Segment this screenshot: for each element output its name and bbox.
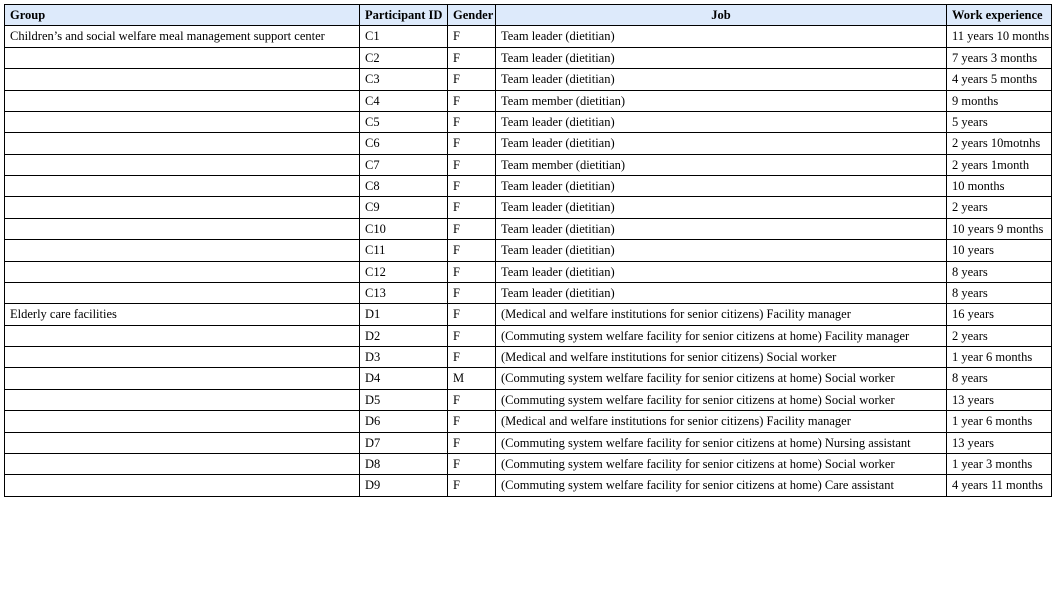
participant-id-cell: C3 <box>360 69 448 90</box>
gender-cell: F <box>448 176 496 197</box>
work-experience-cell: 5 years <box>947 111 1052 132</box>
work-experience-cell: 1 year 6 months <box>947 411 1052 432</box>
participant-id-cell: D7 <box>360 432 448 453</box>
group-label-continuation <box>5 111 360 132</box>
group-label: Children’s and social welfare meal management support center <box>5 26 360 47</box>
gender-cell: F <box>448 389 496 410</box>
job-cell: Team leader (dietitian) <box>496 111 947 132</box>
job-cell: (Medical and welfare institutions for senior citizens) Facility manager <box>496 411 947 432</box>
group-label-continuation <box>5 197 360 218</box>
gender-cell: F <box>448 304 496 325</box>
work-experience-cell: 2 years 1month <box>947 154 1052 175</box>
table-row <box>5 69 1052 90</box>
participant-id-cell: D8 <box>360 453 448 474</box>
group-label-continuation <box>5 240 360 261</box>
gender-cell: F <box>448 69 496 90</box>
gender-cell: F <box>448 453 496 474</box>
group-label-continuation <box>5 154 360 175</box>
group-label-continuation <box>5 282 360 303</box>
table-row <box>5 154 1052 175</box>
gender-cell: F <box>448 133 496 154</box>
table-row <box>5 432 1052 453</box>
table-row <box>5 47 1052 68</box>
participant-id-cell: C2 <box>360 47 448 68</box>
work-experience-cell: 7 years 3 months <box>947 47 1052 68</box>
gender-cell: F <box>448 325 496 346</box>
job-cell: Team member (dietitian) <box>496 90 947 111</box>
job-cell: Team leader (dietitian) <box>496 282 947 303</box>
table-row <box>5 240 1052 261</box>
table-row <box>5 475 1052 496</box>
job-cell: Team leader (dietitian) <box>496 240 947 261</box>
gender-cell: F <box>448 154 496 175</box>
work-experience-cell: 10 years 9 months <box>947 218 1052 239</box>
participant-id-cell: C7 <box>360 154 448 175</box>
table-row <box>5 347 1052 368</box>
column-header-work-experience: Work experience <box>947 5 1052 26</box>
table-row <box>5 368 1052 389</box>
participant-id-cell: C8 <box>360 176 448 197</box>
group-label-continuation <box>5 133 360 154</box>
work-experience-cell: 13 years <box>947 432 1052 453</box>
work-experience-cell: 13 years <box>947 389 1052 410</box>
participant-id-cell: C10 <box>360 218 448 239</box>
gender-cell: F <box>448 432 496 453</box>
gender-cell: F <box>448 47 496 68</box>
work-experience-cell: 8 years <box>947 368 1052 389</box>
table-row <box>5 325 1052 346</box>
column-header-job: Job <box>496 5 947 26</box>
gender-cell: M <box>448 368 496 389</box>
work-experience-cell: 2 years 10motnhs <box>947 133 1052 154</box>
participant-id-cell: C9 <box>360 197 448 218</box>
group-label-continuation <box>5 453 360 474</box>
job-cell: Team leader (dietitian) <box>496 261 947 282</box>
job-cell: (Commuting system welfare facility for senior citizens at home) Facility manager <box>496 325 947 346</box>
participant-id-cell: D3 <box>360 347 448 368</box>
gender-cell: F <box>448 26 496 47</box>
job-cell: (Commuting system welfare facility for senior citizens at home) Social worker <box>496 368 947 389</box>
gender-cell: F <box>448 240 496 261</box>
group-label: Elderly care facilities <box>5 304 360 325</box>
gender-cell: F <box>448 90 496 111</box>
job-cell: (Medical and welfare institutions for senior citizens) Social worker <box>496 347 947 368</box>
table-row <box>5 26 1052 47</box>
gender-cell: F <box>448 197 496 218</box>
job-cell: Team leader (dietitian) <box>496 176 947 197</box>
group-label-continuation <box>5 47 360 68</box>
work-experience-cell: 8 years <box>947 282 1052 303</box>
participant-id-cell: D5 <box>360 389 448 410</box>
job-cell: (Commuting system welfare facility for senior citizens at home) Social worker <box>496 389 947 410</box>
table-row <box>5 261 1052 282</box>
table-row <box>5 90 1052 111</box>
column-header-gender: Gender <box>448 5 496 26</box>
job-cell: Team leader (dietitian) <box>496 218 947 239</box>
job-cell: (Commuting system welfare facility for senior citizens at home) Social worker <box>496 453 947 474</box>
work-experience-cell: 8 years <box>947 261 1052 282</box>
job-cell: (Commuting system welfare facility for senior citizens at home) Care assistant <box>496 475 947 496</box>
group-label-continuation <box>5 432 360 453</box>
group-label-continuation <box>5 368 360 389</box>
work-experience-cell: 10 years <box>947 240 1052 261</box>
column-header-participant-id: Participant ID <box>360 5 448 26</box>
work-experience-cell: 4 years 11 months <box>947 475 1052 496</box>
gender-cell: F <box>448 411 496 432</box>
group-label-continuation <box>5 475 360 496</box>
group-label-continuation <box>5 176 360 197</box>
table-body <box>5 26 1052 496</box>
participant-id-cell: D6 <box>360 411 448 432</box>
table-row <box>5 197 1052 218</box>
participant-id-cell: C13 <box>360 282 448 303</box>
table-row <box>5 304 1052 325</box>
group-label-continuation <box>5 325 360 346</box>
work-experience-cell: 2 years <box>947 197 1052 218</box>
gender-cell: F <box>448 282 496 303</box>
table-row <box>5 218 1052 239</box>
job-cell: (Commuting system welfare facility for senior citizens at home) Nursing assistant <box>496 432 947 453</box>
participant-id-cell: C6 <box>360 133 448 154</box>
work-experience-cell: 1 year 3 months <box>947 453 1052 474</box>
gender-cell: F <box>448 261 496 282</box>
participant-id-cell: D2 <box>360 325 448 346</box>
gender-cell: F <box>448 218 496 239</box>
participant-id-cell: D4 <box>360 368 448 389</box>
work-experience-cell: 16 years <box>947 304 1052 325</box>
job-cell: Team leader (dietitian) <box>496 26 947 47</box>
table-row <box>5 411 1052 432</box>
job-cell: Team member (dietitian) <box>496 154 947 175</box>
group-label-continuation <box>5 261 360 282</box>
participant-id-cell: D1 <box>360 304 448 325</box>
work-experience-cell: 4 years 5 months <box>947 69 1052 90</box>
table-row <box>5 389 1052 410</box>
job-cell: (Medical and welfare institutions for senior citizens) Facility manager <box>496 304 947 325</box>
work-experience-cell: 2 years <box>947 325 1052 346</box>
group-label-continuation <box>5 411 360 432</box>
participant-id-cell: C4 <box>360 90 448 111</box>
work-experience-cell: 11 years 10 months <box>947 26 1052 47</box>
group-label-continuation <box>5 347 360 368</box>
table-row <box>5 176 1052 197</box>
table-header <box>5 5 1052 26</box>
table-row <box>5 111 1052 132</box>
gender-cell: F <box>448 111 496 132</box>
column-header-group: Group <box>5 5 360 26</box>
job-cell: Team leader (dietitian) <box>496 69 947 90</box>
gender-cell: F <box>448 475 496 496</box>
table-header-row <box>5 5 1052 26</box>
job-cell: Team leader (dietitian) <box>496 197 947 218</box>
participants-table <box>4 4 1052 497</box>
job-cell: Team leader (dietitian) <box>496 47 947 68</box>
participant-id-cell: C12 <box>360 261 448 282</box>
group-label-continuation <box>5 90 360 111</box>
group-label-continuation <box>5 389 360 410</box>
table-row <box>5 133 1052 154</box>
participant-id-cell: D9 <box>360 475 448 496</box>
participant-id-cell: C1 <box>360 26 448 47</box>
job-cell: Team leader (dietitian) <box>496 133 947 154</box>
gender-cell: F <box>448 347 496 368</box>
participant-id-cell: C5 <box>360 111 448 132</box>
table-row <box>5 453 1052 474</box>
participant-id-cell: C11 <box>360 240 448 261</box>
work-experience-cell: 9 months <box>947 90 1052 111</box>
work-experience-cell: 10 months <box>947 176 1052 197</box>
work-experience-cell: 1 year 6 months <box>947 347 1052 368</box>
table-row <box>5 282 1052 303</box>
group-label-continuation <box>5 218 360 239</box>
group-label-continuation <box>5 69 360 90</box>
